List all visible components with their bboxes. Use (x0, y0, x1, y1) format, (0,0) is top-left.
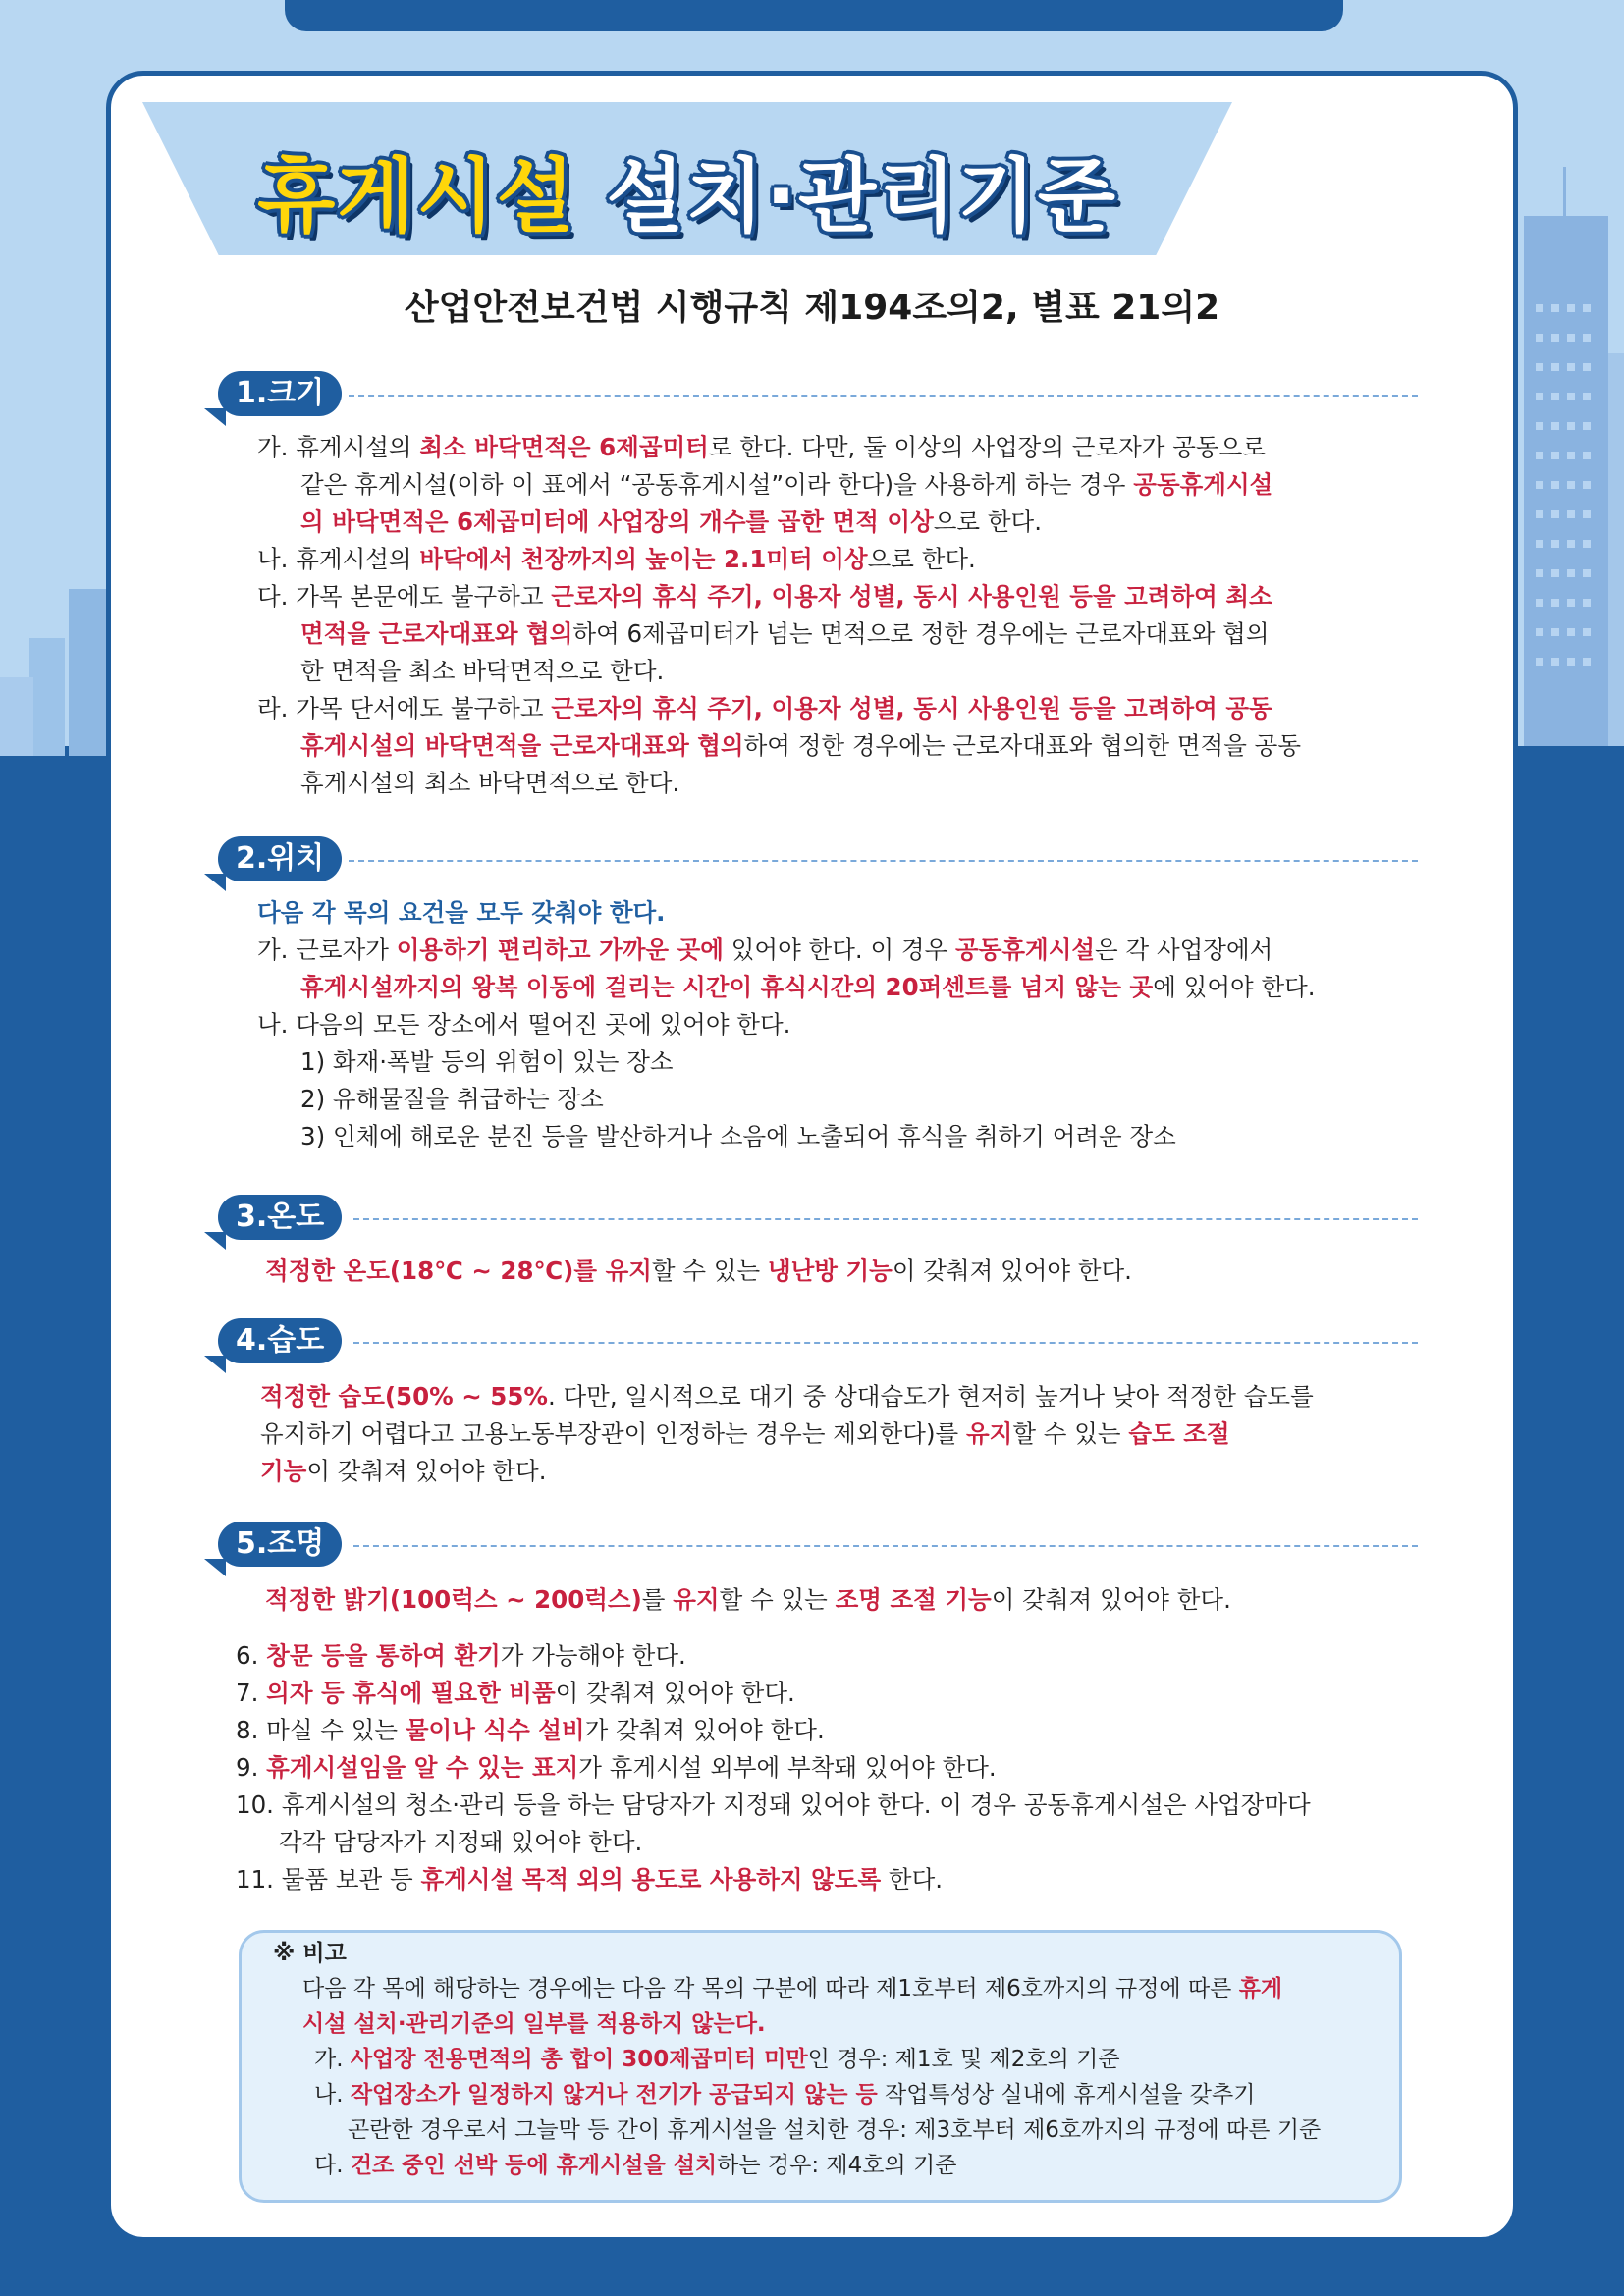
line: 가. 사업장 전용면적의 총 합이 300제곱미터 미만인 경우: 제1호 및 제2호의 기준 (314, 2047, 1120, 2072)
city-skyline-left (0, 550, 108, 756)
list-item: 9. 휴게시설임을 알 수 있는 표지가 휴게시설 외부에 부착돼 있어야 한다. (236, 1753, 997, 1782)
list-item: 6. 창문 등을 통하여 환기가 가능해야 한다. (236, 1641, 686, 1670)
line: 다. 가목 본문에도 불구하고 근로자의 휴식 주기, 이용자 성별, 동시 사용인원 등을 고려하여 최소 (257, 582, 1272, 611)
list-item: 2) 유해물질을 취급하는 장소 (300, 1085, 604, 1113)
line: 가. 근로자가 이용하기 편리하고 가까운 곳에 있어야 한다. 이 경우 공동휴게시설은 각 사업장에서 (257, 935, 1273, 964)
pill-wedge (204, 1356, 226, 1373)
line: 다. 건조 중인 선박 등에 휴게시설을 설치하는 경우: 제4호의 기준 (314, 2153, 957, 2178)
line: 같은 휴게시설(이하 이 표에서 “공동휴게시설”이라 한다)을 사용하게 하는 경우 공동휴게시설 (300, 470, 1273, 499)
line: 적정한 밝기(100럭스 ~ 200럭스)를 유지할 수 있는 조명 조절 기능이 갖춰져 있어야 한다. (265, 1585, 1231, 1614)
section-4-label: 4.습도 (218, 1318, 342, 1363)
line: 다음 각 목의 요건을 모두 갖춰야 한다. (257, 898, 666, 927)
pill-wedge (204, 1232, 226, 1250)
line: 적정한 온도(18℃ ~ 28℃)를 유지할 수 있는 냉난방 기능이 갖춰져 있어야 한다. (265, 1256, 1132, 1285)
line: 곤란한 경우로서 그늘막 등 간이 휴게시설을 설치한 경우: 제3호부터 제6호까지의 규정에 따른 기준 (348, 2117, 1322, 2143)
line: 의 바닥면적은 6제곱미터에 사업장의 개수를 곱한 면적 이상으로 한다. (300, 507, 1043, 536)
line: 라. 가목 단서에도 불구하고 근로자의 휴식 주기, 이용자 성별, 동시 사용인원 등을 고려하여 공동 (257, 694, 1272, 722)
section-4-header (0, 1318, 1624, 1367)
list-item: 각각 담당자가 지정돼 있어야 한다. (279, 1828, 643, 1856)
line: 적정한 습도(50% ~ 55%. 다만, 일시적으로 대기 중 상대습도가 현저히 높거나 낮아 적정한 습도를 (260, 1382, 1314, 1411)
line: 기능이 갖춰져 있어야 한다. (260, 1457, 547, 1485)
line: 유지하기 어렵다고 고용노동부장관이 인정하는 경우는 제외한다)를 유지할 수 있는 습도 조절 (260, 1419, 1230, 1448)
line: 나. 작업장소가 일정하지 않거나 전기가 공급되지 않는 등 작업특성상 실내에 휴게시설을 갖추기 (314, 2082, 1256, 2108)
section-1-body (257, 429, 1301, 802)
section-4-body (260, 1378, 1314, 1490)
list-item: 8. 마실 수 있는 물이나 식수 설비가 갖춰져 있어야 한다. (236, 1716, 825, 1744)
line: 나. 휴게시설의 바닥에서 천장까지의 높이는 2.1미터 이상으로 한다. (257, 545, 976, 573)
list-item: 1) 화재·폭발 등의 위험이 있는 장소 (300, 1047, 674, 1076)
page-title (142, 150, 1232, 243)
remarks-title: ※ 비고 (273, 1941, 347, 1966)
line: 면적을 근로자대표와 협의하여 6제곱미터가 넘는 면적으로 정한 경우에는 근로자대표와 협의 (300, 619, 1270, 648)
section-3-label: 3.온도 (218, 1195, 342, 1240)
line: 시설 설치·관리기준의 일부를 적용하지 않는다. (302, 2011, 766, 2037)
line: 한 면적을 최소 바닥면적으로 한다. (300, 657, 665, 685)
line: 휴게시설까지의 왕복 이동에 걸리는 시간이 휴식시간의 20퍼센트를 넘지 않는 곳에 있어야 한다. (300, 973, 1316, 1001)
list-item: 3) 인체에 해로운 분진 등을 발산하거나 소음에 노출되어 휴식을 취하기 어려운 장소 (300, 1122, 1176, 1150)
city-skyline-right (1516, 157, 1624, 746)
list-item: 11. 물품 보관 등 휴게시설 목적 외의 용도로 사용하지 않도록 한다. (236, 1865, 944, 1894)
line: 다음 각 목에 해당하는 경우에는 다음 각 목의 구분에 따라 제1호부터 제6호까지의 규정에 따른 휴게 (302, 1976, 1283, 2002)
line: 가. 휴게시설의 최소 바닥면적은 6제곱미터로 한다. 다만, 둘 이상의 사업장의 근로자가 공동으로 (257, 433, 1266, 461)
top-tab-decoration (285, 0, 1343, 31)
pill-wedge (204, 874, 226, 891)
line: 나. 다음의 모든 장소에서 떨어진 곳에 있어야 한다. (257, 1010, 791, 1039)
pill-wedge (204, 408, 226, 426)
line: 휴게시설의 바닥면적을 근로자대표와 협의하여 정한 경우에는 근로자대표와 협의한 면적을 공동 (300, 731, 1301, 760)
section-3-body (265, 1253, 1132, 1290)
section-divider (349, 395, 1418, 397)
section-divider (353, 1342, 1418, 1344)
section-divider (349, 860, 1418, 862)
section-5-body (265, 1581, 1231, 1619)
pill-wedge (204, 1559, 226, 1576)
section-2-label: 2.위치 (218, 836, 342, 881)
section-divider (353, 1545, 1418, 1547)
section-1-header (0, 371, 1624, 420)
section-2-header (0, 836, 1624, 885)
title-rest: 설치·관리기준 (606, 150, 1117, 243)
remarks-body (273, 1936, 1321, 2183)
list-item: 7. 의자 등 휴식에 필요한 비품이 갖춰져 있어야 한다. (236, 1679, 795, 1707)
numbered-items (236, 1637, 1311, 1898)
section-divider (353, 1218, 1418, 1220)
page-subtitle: 산업안전보건법 시행규칙 제194조의2, 별표 21의2 (404, 288, 1220, 328)
section-5-header (0, 1522, 1624, 1571)
list-item: 10. 휴게시설의 청소·관리 등을 하는 담당자가 지정돼 있어야 한다. 이 경우 공동휴게시설은 사업장마다 (236, 1790, 1311, 1819)
section-2-body (257, 894, 1316, 1155)
title-highlight: 휴게시설 (257, 150, 576, 243)
line: 휴게시설의 최소 바닥면적으로 한다. (300, 769, 680, 797)
section-3-header (0, 1195, 1624, 1244)
section-5-label: 5.조명 (218, 1522, 342, 1567)
section-1-label: 1.크기 (218, 371, 342, 416)
